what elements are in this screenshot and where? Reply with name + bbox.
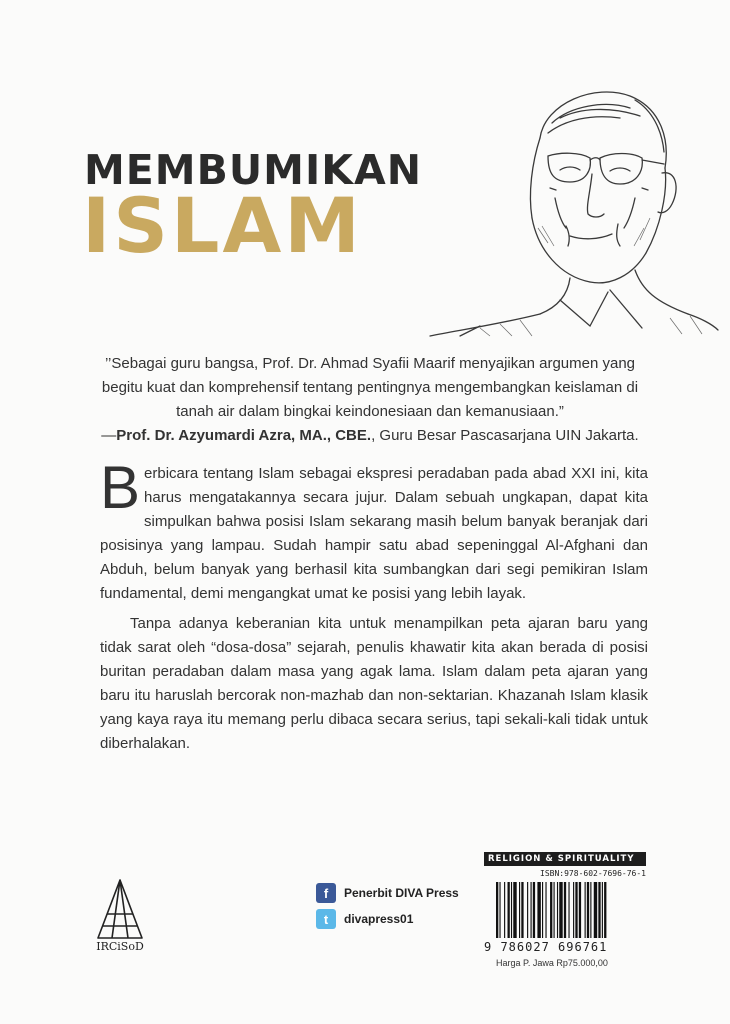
barcode-bar bbox=[527, 882, 528, 938]
barcode-bar bbox=[531, 882, 532, 938]
barcode-bar bbox=[564, 882, 566, 938]
barcode-bar bbox=[604, 882, 606, 938]
barcode-bar bbox=[542, 882, 543, 938]
price-label: Harga P. Jawa Rp75.000,00 bbox=[496, 958, 608, 968]
barcode-bar bbox=[594, 882, 597, 938]
barcode-bar bbox=[568, 882, 569, 938]
barcode-bar bbox=[508, 882, 510, 938]
title-line-1: MEMBUMIKAN bbox=[84, 146, 423, 194]
twitter-link[interactable] bbox=[316, 906, 459, 932]
title-line-2: ISLAM bbox=[82, 181, 363, 270]
barcode-bar bbox=[519, 882, 520, 938]
barcode-bar bbox=[521, 882, 523, 938]
barcode-bar bbox=[598, 882, 600, 938]
barcode-bar bbox=[537, 882, 540, 938]
quote-attribution bbox=[100, 424, 640, 448]
barcode-bars bbox=[484, 880, 646, 942]
isbn-text: ISBN:978-602-7696-76-1 bbox=[540, 869, 646, 878]
barcode-bar bbox=[504, 882, 505, 938]
barcode-bar bbox=[496, 882, 498, 938]
barcode-bar bbox=[602, 882, 603, 938]
publisher-logo-text: IRCiSoD bbox=[96, 940, 144, 953]
synopsis bbox=[100, 454, 648, 762]
barcode-bar bbox=[575, 882, 577, 938]
barcode-bar bbox=[573, 882, 574, 938]
barcode-bar bbox=[499, 882, 500, 938]
attribution-affiliation: , Guru Besar Pascasarjana UIN Jakarta. bbox=[371, 427, 639, 444]
barcode-bar bbox=[554, 882, 555, 938]
twitter-icon: t bbox=[316, 909, 336, 929]
synopsis-paragraph-1 bbox=[100, 454, 648, 606]
attribution-name: Prof. Dr. Azyumardi Azra, MA., CBE. bbox=[116, 427, 372, 444]
barcode-bar bbox=[590, 882, 591, 938]
synopsis-paragraph-2: Tanpa adanya keberanian kita untuk menampilkan peta ajaran baru yang tidak sarat oleh “dosa-dosa” sejarah, penulis khawatir kita akan berada di posisi buritan peradaban dalam masa yang agak lama. Islam dalam peta ajaran yang baru itu haruslah bercorak non-mazhab dan non-sektarian. Khazanah Islam klasik yang kaya raya itu memang perlu dibaca secara serius, tapi sekali-kali tidak untuk diberhalakan. bbox=[100, 615, 648, 752]
barcode-block bbox=[484, 852, 646, 960]
quote-line-2: begitu kuat dan komprehensif tentang pentingnya mengembangkan keislaman di bbox=[101, 379, 639, 396]
barcode-bar bbox=[533, 882, 535, 938]
barcode-bar bbox=[511, 882, 512, 938]
category-label: RELIGION & SPIRITUALITY bbox=[484, 852, 646, 866]
quote-line-3: tanah air dalam bingkai keindonesiaan dan kemanusiaan.” bbox=[176, 403, 564, 420]
paragraph-1-text: erbicara tentang Islam sebagai ekspresi peradaban pada abad XXI ini, kita harus mengatakannya secara jujur. Dalam sebuah ungkapan, dapat kita simpulkan bahwa posisi Islam sekarang masih belum banyak beranjak dari posisinya yang lampau. Sudah hampir satu abad sepeninggal Al-Afghani dan Abduh, belum banyak yang berhasil kita sumbangkan dari segi pemikiran Islam fundamental, demi mengangkat umat ke posisi yang lebih layak. bbox=[100, 465, 648, 602]
barcode-bar bbox=[585, 882, 586, 938]
attribution-dash: — bbox=[101, 427, 117, 444]
barcode-digits: 9 786027 696761 bbox=[484, 940, 608, 954]
barcode-bar bbox=[557, 882, 558, 938]
drop-cap: B bbox=[100, 454, 141, 521]
barcode-bar bbox=[550, 882, 552, 938]
barcode-bar bbox=[579, 882, 581, 938]
facebook-icon: f bbox=[316, 883, 336, 903]
twitter-label: divapress01 bbox=[344, 912, 414, 926]
barcode-bar bbox=[545, 882, 546, 938]
quote-line-1: ’’Sebagai guru bangsa, Prof. Dr. Ahmad Syafii Maarif menyajikan argumen yang bbox=[104, 355, 636, 372]
barcode-bar bbox=[587, 882, 589, 938]
author-portrait-sketch bbox=[420, 78, 720, 338]
facebook-label: Penerbit DIVA Press bbox=[344, 886, 459, 900]
endorsement-quote bbox=[100, 352, 640, 448]
barcode-bar bbox=[513, 882, 516, 938]
social-links bbox=[316, 880, 459, 932]
barcode-bar bbox=[559, 882, 562, 938]
facebook-link[interactable] bbox=[316, 880, 459, 906]
